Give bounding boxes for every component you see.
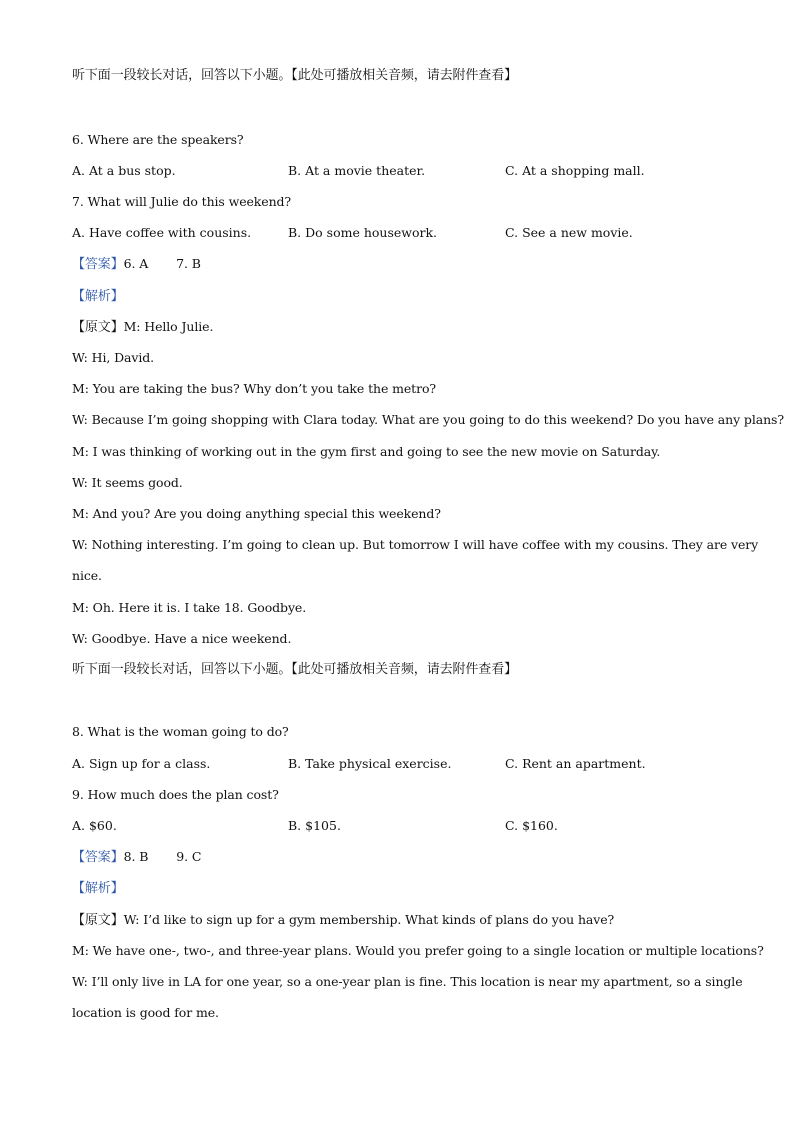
q6-option-b: B. At a movie theater. <box>288 163 426 178</box>
transcript-line-2: W: Hi, David. <box>72 350 155 365</box>
transcript-text: M: Hello Julie. <box>123 319 214 334</box>
q8-option-c: C. Rent an apartment. <box>505 756 646 771</box>
q7-option-a: A. Have coffee with cousins. <box>72 225 252 240</box>
answer-6: 6. A <box>123 256 149 271</box>
transcript2-line-3: W: I’ll only live in LA for one year, so a one-year plan is fine. This location is near my apartment, so a single <box>72 974 743 989</box>
q7-option-c: C. See a new movie. <box>505 225 633 240</box>
answer-label: 【答案】 <box>72 850 124 865</box>
transcript-label: 【原文】 <box>72 320 124 335</box>
answer-label: 【答案】 <box>72 257 124 272</box>
answer-8: 8. B <box>123 849 149 864</box>
transcript-line-4: W: Because I’m going shopping with Clara today. What are you going to do this weekend? Do you have any plans? <box>72 412 784 427</box>
question-8: 8. What is the woman going to do? <box>72 724 289 739</box>
analysis-label-1 <box>72 288 124 305</box>
answer-line-2 <box>72 849 201 866</box>
transcript-text: W: I’d like to sign up for a gym membership. What kinds of plans do you have? <box>123 912 615 927</box>
question-9: 9. How much does the plan cost? <box>72 787 279 802</box>
answer-7: 7. B <box>176 256 201 271</box>
transcript-line-7: M: And you? Are you doing anything special this weekend? <box>72 506 441 521</box>
q9-option-c: C. $160. <box>505 818 558 833</box>
q6-option-c: C. At a shopping mall. <box>505 163 645 178</box>
transcript-line-10: M: Oh. Here it is. I take 18. Goodbye. <box>72 600 307 615</box>
transcript-line-11: W: Goodbye. Have a nice weekend. <box>72 631 292 646</box>
answer-line-1 <box>72 256 201 273</box>
q7-option-b: B. Do some housework. <box>288 225 438 240</box>
analysis-label: 【解析】 <box>72 881 124 896</box>
q9-option-a: A. $60. <box>72 818 117 833</box>
analysis-label: 【解析】 <box>72 289 124 304</box>
section-2-instruction: 听下面一段较长对话，回答以下小题。【此处可播放相关音频，请去附件查看】 <box>72 662 518 677</box>
transcript2-line-4: location is good for me. <box>72 1005 219 1020</box>
analysis-label-2 <box>72 880 124 897</box>
section-1-instruction: 听下面一段较长对话，回答以下小题。【此处可播放相关音频，请去附件查看】 <box>72 68 518 83</box>
transcript-label: 【原文】 <box>72 913 124 928</box>
transcript2-line-1 <box>72 912 614 929</box>
transcript-line-3: M: You are taking the bus? Why don’t you take the metro? <box>72 381 436 396</box>
transcript-line-1 <box>72 319 213 336</box>
transcript-line-6: W: It seems good. <box>72 475 183 490</box>
transcript2-line-2: M: We have one-, two-, and three-year plans. Would you prefer going to a single location or multiple locations? <box>72 943 764 958</box>
transcript-line-9: nice. <box>72 568 102 583</box>
transcript-line-8: W: Nothing interesting. I’m going to clean up. But tomorrow I will have coffee with my cousins. They are very <box>72 537 759 552</box>
q8-option-b: B. Take physical exercise. <box>288 756 452 771</box>
transcript-line-5: M: I was thinking of working out in the gym first and going to see the new movie on Saturday. <box>72 444 661 459</box>
q9-option-b: B. $105. <box>288 818 341 833</box>
answer-9: 9. C <box>176 849 202 864</box>
question-7: 7. What will Julie do this weekend? <box>72 194 292 209</box>
question-6: 6. Where are the speakers? <box>72 132 244 147</box>
q8-option-a: A. Sign up for a class. <box>72 756 211 771</box>
q6-option-a: A. At a bus stop. <box>72 163 176 178</box>
